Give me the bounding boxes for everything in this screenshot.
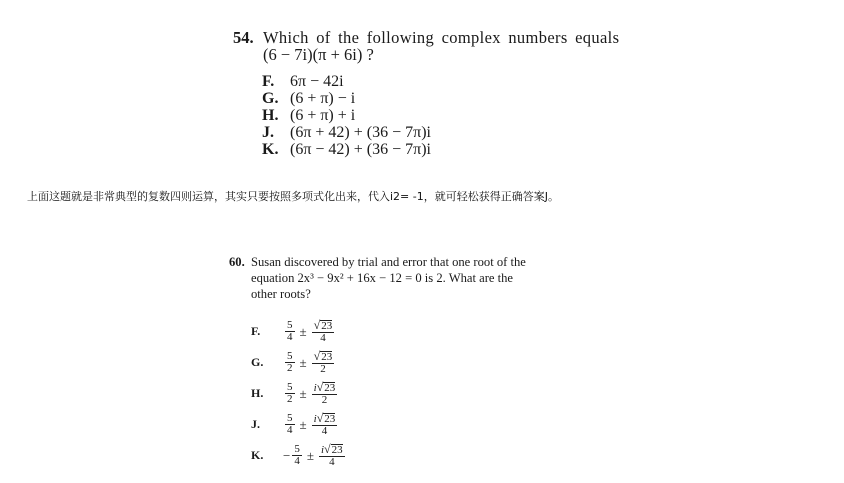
option-letter: F.	[262, 73, 275, 90]
fraction	[285, 351, 295, 374]
answer-option-f	[262, 73, 653, 90]
square-root	[313, 317, 333, 332]
answer-option-k	[262, 141, 653, 158]
fraction	[312, 379, 338, 406]
numerator: 5	[287, 381, 293, 393]
radical-icon: √	[313, 317, 321, 332]
option-letter: K.	[251, 448, 264, 462]
option-letter: J.	[251, 417, 260, 431]
question-54	[233, 29, 653, 158]
fraction	[285, 382, 295, 405]
option-letter: F.	[251, 324, 261, 338]
option-letter: H.	[262, 107, 279, 124]
radical-icon: √	[313, 348, 321, 363]
fraction	[292, 444, 302, 467]
question-60	[229, 254, 589, 471]
denominator: 2	[320, 362, 326, 375]
numerator: 5	[287, 350, 293, 362]
fraction	[312, 317, 335, 344]
plus-minus: ±	[306, 447, 314, 463]
answer-option-k	[251, 440, 589, 471]
option-text: (6 + π) + i	[290, 107, 356, 124]
numerator: 5	[287, 412, 293, 424]
radical-icon: √	[316, 379, 324, 394]
question-54-stem	[233, 29, 653, 63]
plus-minus: ±	[299, 385, 307, 401]
question-number: 60.	[229, 255, 245, 269]
square-root	[313, 348, 333, 363]
plus-minus: ±	[299, 416, 307, 432]
denominator: 2	[287, 393, 293, 405]
option-letter: G.	[262, 90, 279, 107]
answer-option-g	[262, 90, 653, 107]
answer-option-h	[262, 107, 653, 124]
fraction	[312, 410, 338, 437]
option-letter: G.	[251, 355, 264, 369]
denominator: 4	[287, 331, 293, 343]
fraction	[319, 441, 345, 468]
radicand: 23	[321, 319, 333, 332]
imaginary-unit: i	[313, 412, 317, 425]
plus-minus: ±	[299, 354, 307, 370]
radicand: 23	[324, 412, 336, 425]
option-letter: J.	[262, 124, 274, 141]
denominator: 4	[320, 331, 326, 344]
question-60-stem	[229, 254, 589, 302]
option-text: (6π − 42) + (36 − 7π)i	[290, 141, 431, 158]
square-root	[324, 441, 343, 456]
fraction	[285, 320, 295, 343]
option-text: 6π − 42i	[290, 73, 344, 90]
answer-options	[251, 316, 589, 471]
denominator: 4	[321, 424, 328, 437]
radicand: 23	[331, 443, 343, 456]
answer-option-h	[251, 378, 589, 409]
denominator: 4	[287, 424, 293, 436]
square-root	[316, 379, 336, 394]
answer-options	[262, 73, 653, 158]
fraction	[312, 348, 335, 375]
fraction	[285, 413, 295, 436]
option-text: (6π + 42) + (36 − 7π)i	[290, 124, 431, 141]
square-root	[316, 410, 336, 425]
answer-option-j	[251, 409, 589, 440]
plus-minus: ±	[299, 323, 307, 339]
question-text-line: other roots?	[251, 287, 311, 301]
denominator: 2	[321, 393, 328, 406]
denominator: 4	[329, 455, 335, 468]
numerator: 5	[287, 319, 293, 331]
radical-icon: √	[324, 441, 331, 456]
radical-icon: √	[316, 410, 324, 425]
denominator: 2	[287, 362, 293, 374]
answer-option-f	[251, 316, 589, 347]
question-text-line: Which of the following complex numbers equals	[263, 28, 620, 47]
sign: −	[283, 447, 291, 463]
radicand: 23	[324, 381, 336, 394]
explanation-note: 上面这题就是非常典型的复数四则运算，其实只要按照多项式化出来，代入i2= -1，就可轻松获得正确答案J。	[27, 190, 559, 203]
answer-option-g	[251, 347, 589, 378]
imaginary-unit: i	[313, 381, 317, 394]
question-text-line: (6 − 7i)(π + 6i) ?	[263, 45, 374, 64]
option-text: (6 + π) − i	[290, 90, 356, 107]
numerator: 5	[294, 443, 300, 455]
option-letter: K.	[262, 141, 279, 158]
option-letter: H.	[251, 386, 264, 400]
denominator: 4	[294, 455, 300, 467]
question-text-line: Susan discovered by trial and error that one root of the	[251, 255, 526, 269]
radicand: 23	[321, 350, 333, 363]
imaginary-unit: i	[320, 443, 325, 456]
question-text-line: equation 2x³ − 9x² + 16x − 12 = 0 is 2. What are the	[251, 271, 514, 285]
answer-option-j	[262, 124, 653, 141]
question-number: 54.	[233, 28, 254, 47]
